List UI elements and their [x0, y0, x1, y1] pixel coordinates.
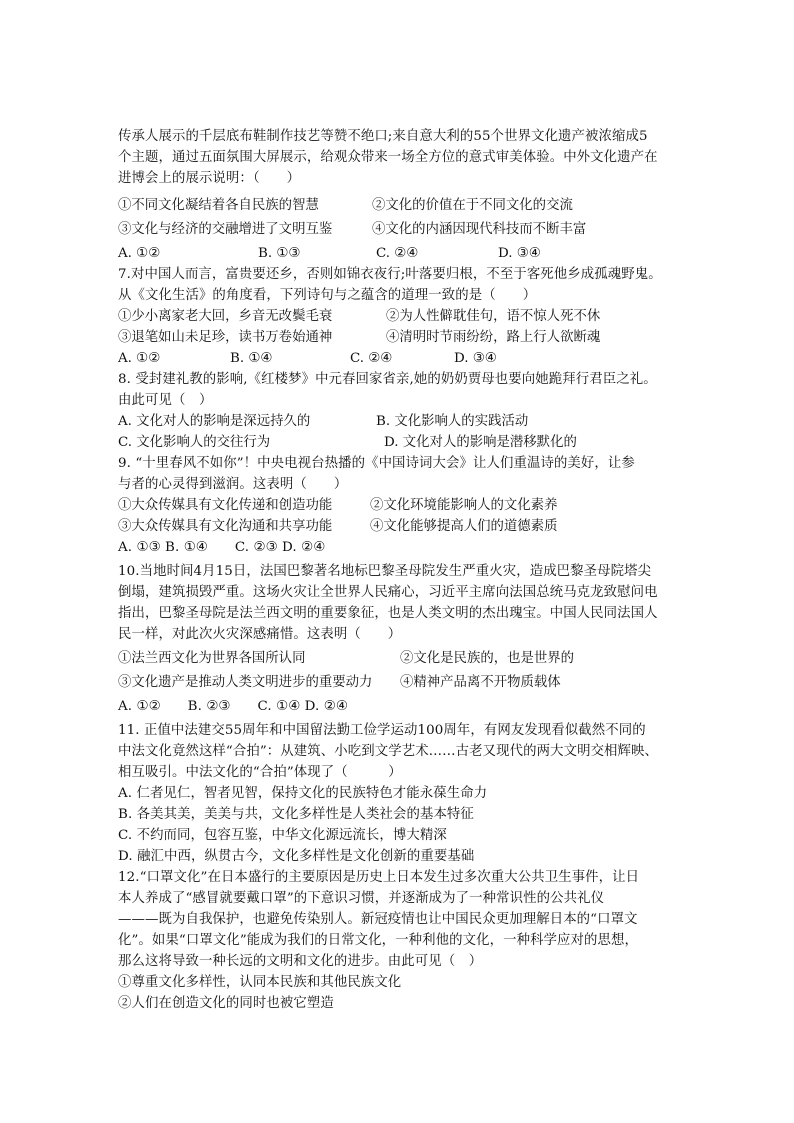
intro-question — [118, 126, 678, 264]
option-1: ①大众传媒具有文化传递和创造功能 — [118, 498, 333, 513]
question-text-line: 由此可见（ ） — [118, 393, 213, 408]
question-9 — [118, 453, 678, 558]
question-11 — [118, 720, 678, 867]
option-row — [118, 195, 678, 216]
option-row — [118, 411, 678, 432]
option-row — [118, 495, 678, 516]
question-text-line: 与者的心灵得到滋润。这表明（ ） — [118, 477, 348, 492]
exam-page — [118, 126, 678, 1014]
choice-b: B. ①③ — [258, 246, 301, 261]
option-2: ②文化环境能影响人的文化素养 — [370, 498, 558, 513]
question-text-line: 中法文化竟然这样“合拍”：从建筑、小吃到文学艺术……古老又现代的两大文明交相辉映、 — [118, 744, 659, 759]
question-text-line: 倒塌，建筑损毁严重。这场火灾让全世界人民痛心，习近平主席向法国总统马克龙致慰问电 — [118, 585, 658, 600]
question-text-line: 进博会上的展示说明：（ ） — [118, 171, 301, 186]
option-row — [118, 648, 678, 669]
option-4: ④清明时节雨纷纷，路上行人欲断魂 — [386, 330, 601, 345]
option-3: ③文化遗产是推动人类文明进步的重要动力 — [118, 675, 373, 690]
option-3: ③文化与经济的交融增进了文明互鉴 — [118, 222, 333, 237]
question-text-line: 那么这将导致一种长远的文明和文化的进步。由此可见（ ） — [118, 954, 483, 969]
choice-row: A. ①③ B. ①④ C. ②③ D. ②④ — [118, 540, 326, 555]
option-4: ④文化的内涵因现代科技而不断丰富 — [372, 222, 587, 237]
option-c: C. 文化影响人的交往行为 — [118, 435, 271, 450]
question-text-line: 12.“口罩文化”在日本盛行的主要原因是历史上日本发生过多次重大公共卫生事件，让日 — [118, 870, 640, 885]
option-b: B. 各美其美，美美与共，文化多样性是人类社会的基本特征 — [118, 807, 474, 822]
choice-row — [118, 243, 678, 264]
option-row — [118, 306, 678, 327]
choice-row — [118, 348, 678, 369]
option-b: B. 文化影响人的实践活动 — [376, 414, 529, 429]
question-text-line: 化”。如果“口罩文化”能成为我们的日常文化，一种利他的文化，一种科学应对的思想， — [118, 933, 638, 948]
question-text-line: 7.对中国人而言，富贵要还乡，否则如锦衣夜行;叶落要归根，不至于客死他乡成孤魂野鬼。 — [118, 267, 662, 282]
option-row — [118, 219, 678, 240]
question-text-line: 9. “十里春风不如你”！中央电视台热播的《中国诗词大会》让人们重温诗的美好，让参 — [118, 456, 635, 471]
option-a: A. 仁者见仁，智者见智，保持文化的民族特色才能永葆生命力 — [118, 786, 488, 801]
question-text-line: 民一样，对此次火灾深感痛惜。这表明（ ） — [118, 627, 402, 642]
option-3: ③退笔如山未足珍，读书万卷始通神 — [118, 330, 333, 345]
question-text-line: 传承人展示的千层底布鞋制作技艺等赞不绝口;来自意大利的55个世界文化遗产被浓缩成5 — [118, 129, 648, 144]
question-text-line: 8. 受封建礼教的影响,《红楼梦》中元春回家省亲,她的奶奶贾母也要向她跪拜行君臣之礼。 — [118, 372, 657, 387]
option-2: ②文化是民族的，也是世界的 — [400, 651, 575, 666]
question-text-line: 从《文化生活》的角度看，下列诗句与之蕴含的道理一致的是（ ） — [118, 288, 537, 303]
question-text-line: 11. 正值中法建交55周年和中国留法勤工俭学运动100周年，有网友发现看似截然不同的 — [118, 723, 646, 738]
choice-d: D. ③④ — [498, 246, 541, 261]
option-1: ①法兰西文化为世界各国所认同 — [118, 651, 306, 666]
question-text-line: 本人养成了“感冒就要戴口罩”的下意识习惯，并逐渐成为了一种常识性的公共礼仪 — [118, 891, 605, 906]
option-2: ②文化的价值在于不同文化的交流 — [372, 198, 573, 213]
option-1: ①少小离家老大回，乡音无改鬓毛衰 — [118, 309, 333, 324]
question-7 — [118, 264, 678, 369]
question-text-line: 指出，巴黎圣母院是法兰西文明的重要象征，也是人类文明的杰出瑰宝。中国人民同法国人 — [118, 606, 658, 621]
question-12 — [118, 867, 678, 1014]
question-8 — [118, 369, 678, 453]
option-d: D. 文化对人的影响是潜移默化的 — [384, 435, 577, 450]
option-4: ④精神产品离不开物质载体 — [400, 675, 561, 690]
option-d: D. 融汇中西，纵贯古今，文化多样性是文化创新的重要基础 — [118, 849, 475, 864]
question-text-line: ———既为自我保护，也避免传染别人。新冠疫情也让中国民众更加理解日本的“口罩文 — [118, 912, 638, 927]
option-c: C. 不约而同，包容互鉴，中华文化源远流长，博大精深 — [118, 828, 447, 843]
option-a: A. 文化对人的影响是深远持久的 — [118, 414, 311, 429]
choice-d: D. ③④ — [454, 351, 497, 366]
choice-a: A. ①② — [118, 351, 161, 366]
option-row — [118, 327, 678, 348]
choice-a: A. ①② — [118, 246, 161, 261]
option-2: ②人们在创造文化的同时也被它塑造 — [118, 996, 334, 1011]
choice-c: C. ②④ — [376, 246, 419, 261]
option-1: ①尊重文化多样性，认同本民族和其他民族文化 — [118, 975, 402, 990]
option-row — [118, 432, 678, 453]
question-text-line: 相互吸引。中法文化的“合拍”体现了（ ） — [118, 765, 402, 780]
option-row — [118, 516, 678, 537]
option-row — [118, 672, 678, 693]
question-text-line: 个主题，通过五面氛围大屏展示，给观众带来一场全方位的意式审美体验。中外文化遗产在 — [118, 150, 658, 165]
option-3: ③大众传媒具有文化沟通和共享功能 — [118, 519, 333, 534]
option-1: ①不同文化凝结着各自民族的智慧 — [118, 198, 319, 213]
question-10 — [118, 561, 678, 717]
choice-b: B. ①④ — [230, 351, 273, 366]
question-text-line: 10.当地时间4月15日，法国巴黎著名地标巴黎圣母院发生严重火灾，造成巴黎圣母院塔尖 — [118, 564, 652, 579]
option-4: ④文化能够提高人们的道德素质 — [370, 519, 558, 534]
option-2: ②为人性僻耽佳句，语不惊人死不休 — [386, 309, 601, 324]
choice-c: C. ②④ — [350, 351, 393, 366]
choice-row: A. ①② B. ②③ C. ①④ D. ②④ — [118, 699, 348, 714]
